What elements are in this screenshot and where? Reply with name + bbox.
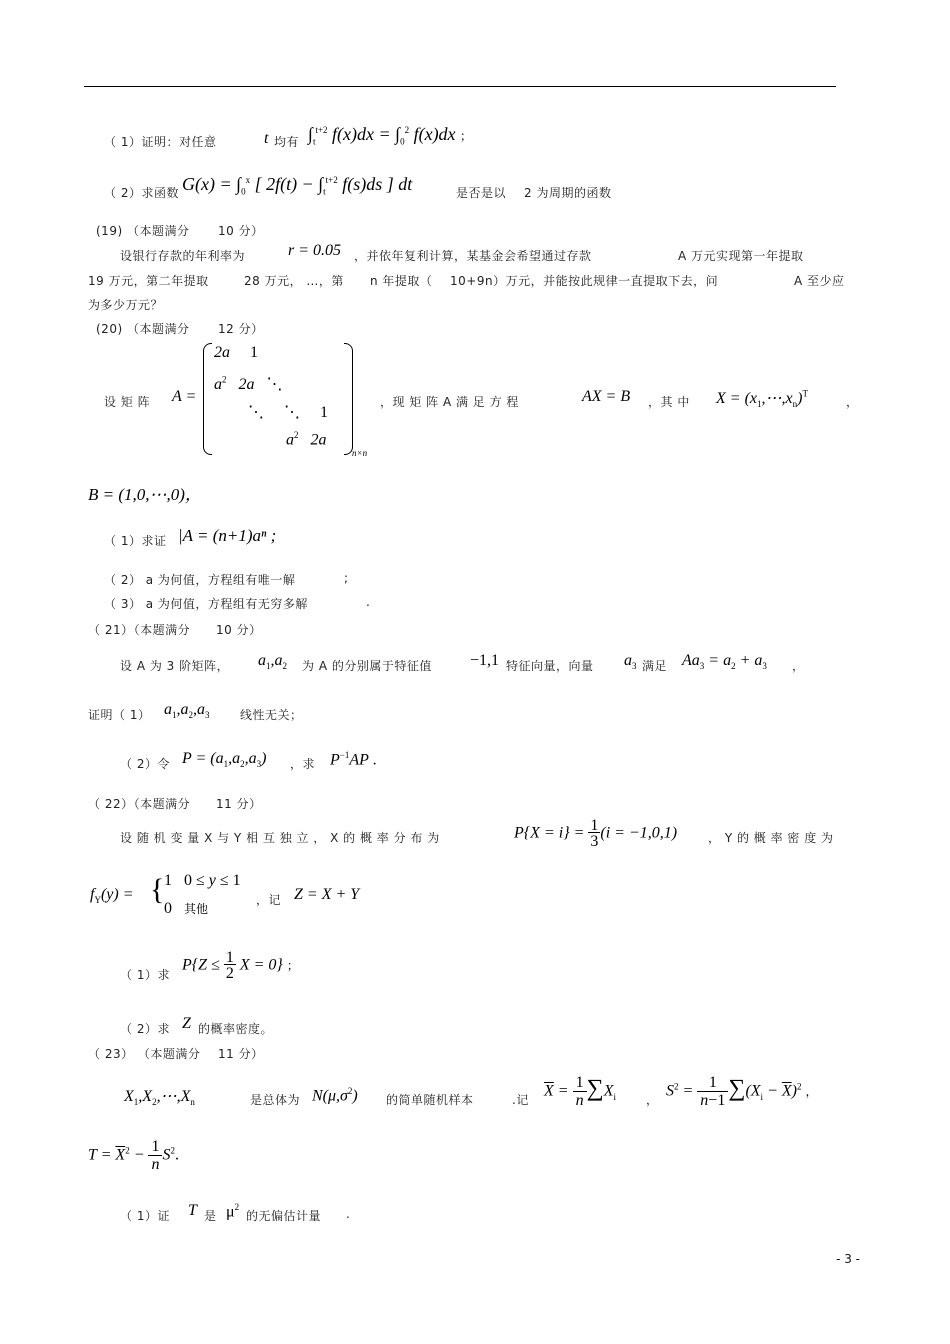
q22-part2: （ 2）求 xyxy=(120,1022,170,1036)
q22-heading: （ 22）（本题满分 xyxy=(88,797,191,811)
equation-AXB: AX = B xyxy=(582,388,631,405)
q22-score: 11 分） xyxy=(216,797,262,811)
q20-part1: （ 1）求证 xyxy=(104,534,167,548)
q20-text-a: 设 矩 阵 xyxy=(104,395,151,409)
var-T: T xyxy=(188,1202,197,1219)
q23-text-d: ， xyxy=(646,1093,659,1107)
q23-score: 11 分） xyxy=(218,1047,264,1061)
formula-Xbar: $\overline{X} = 1$ n $\sum X_i$ xyxy=(544,1074,616,1109)
matrix-row4: $a^2$ 2a xyxy=(286,430,327,449)
density-brace: { xyxy=(150,873,165,906)
matrix-row3: ⋱ ⋱ 1 xyxy=(248,404,328,421)
q19-text-e: 28 万元， …，第 xyxy=(244,274,344,288)
q19-rate: r = 0.05 xyxy=(288,242,342,259)
q23-text-b: 的简单随机样本 xyxy=(386,1093,474,1107)
vector-a3: $a_3$ xyxy=(624,652,637,672)
q19-text-i: A 至少应 xyxy=(794,274,845,288)
q19-text-a: 设银行存款的年利率为 xyxy=(120,249,246,263)
density-case1: 1 0 ≤ y ≤ 1 xyxy=(164,872,241,889)
formula-PX: P{X = i} = 1 3 (i = −1,0,1) xyxy=(514,817,678,850)
q20-score: 12 分） xyxy=(218,322,264,336)
q21-part2-b: ，求 xyxy=(290,757,316,771)
matrix-size: n×n xyxy=(352,448,368,458)
formula-detA: |A = (n+1)aⁿ ; xyxy=(178,526,277,545)
q23-part1-c: 的无偏估计量 xyxy=(246,1209,322,1223)
q22-text-b: ， Y 的 概 率 密 度 为 xyxy=(708,831,834,845)
q22-text-a: 设 随 机 变 量 X 与 Y 相 互 独 立 ， X 的 概 率 分 布 为 xyxy=(120,831,440,845)
q23-part1-d: . xyxy=(346,1207,351,1221)
q19-text-g: 10+9n）万元，并能按此规律一直提取下去，问 xyxy=(450,274,719,288)
normal-dist: $N(\mu,\sigma^2)$ xyxy=(312,1086,358,1105)
q19-text-b: ，并依年复利计算，某基金会希望通过存款 xyxy=(354,249,592,263)
matrix-left-paren xyxy=(203,343,212,455)
formula-S2: $S^2 = 1$ n−1 $\sum(X_i - \overline{X})^2$ ， xyxy=(666,1074,818,1109)
vectors-a1-a2-a3: $a_1,a_2,a_3$ xyxy=(164,701,210,721)
q20-text-d: ， xyxy=(846,395,859,409)
q22-text-c: ，记 xyxy=(256,893,282,907)
matrix-right-paren xyxy=(344,343,353,455)
q21-text-f: ， xyxy=(792,659,805,673)
q21-part1-b: 线性无关； xyxy=(240,708,303,722)
part1-label-b: 均有 xyxy=(274,135,300,149)
q21-text-d: 特征向量，向量 xyxy=(506,659,594,673)
vector-X: $X = (x_1,\cdots,x_n)^T$ xyxy=(716,388,808,410)
sample-X: $X_1,X_2,\cdots,X_n$ xyxy=(124,1088,195,1108)
q22-part2-b: 的概率密度。 xyxy=(198,1022,274,1036)
part2-label-b: 是否是以 xyxy=(456,186,507,200)
q23-text-a: 是总体为 xyxy=(250,1093,301,1107)
matrix-A-label: A = xyxy=(172,388,197,405)
formula-P: $P = (a_1,a_2,a_3)$ xyxy=(182,750,267,770)
part1-label: （ 1）证明：对任意 xyxy=(104,135,217,149)
math-var-t: t xyxy=(264,130,269,147)
q20-text-b: ，现 矩 阵 A 满 足 方 程 xyxy=(380,395,519,409)
formula-PZ: P{Z ≤ 1 2 X = 0} ； xyxy=(182,949,299,982)
var-Z: Z xyxy=(182,1015,191,1032)
q20-part2-end: ; xyxy=(344,571,349,585)
q21-text-b: 为 A 的分别属于特征值 xyxy=(302,659,432,673)
vector-B: B = (1,0,⋯,0)， xyxy=(88,485,202,504)
q21-part1: 证明（ 1） xyxy=(88,708,151,722)
q19-score: 10 分） xyxy=(218,224,264,238)
q19-text-f: n 年提取（ xyxy=(370,274,433,288)
page-number: - 3 - xyxy=(836,1252,860,1266)
part2-label: （ 2）求函数 xyxy=(104,186,179,200)
q19-text-d: 19 万元，第二年提取 xyxy=(88,274,209,288)
q20-part3: （ 3） a 为何值，方程组有无穷多解 xyxy=(104,597,308,611)
q21-text-a: 设 A 为 3 阶矩阵， xyxy=(120,659,230,673)
q21-eigenvalues: −1,1 xyxy=(470,652,500,669)
density-fY-label: $f_Y(y)$ = xyxy=(90,886,134,906)
q20-text-c: ，其 中 xyxy=(648,395,690,409)
vectors-a1-a2: $a_1,a_2$ xyxy=(258,652,287,672)
matrix-row1: 2a 1 xyxy=(214,344,258,361)
header-rule xyxy=(84,86,836,87)
q23-text-c: .记 xyxy=(512,1093,529,1107)
q21-part2: （ 2）令 xyxy=(120,757,170,771)
formula-integral-equality: $\int_t^{t+2}$ $f(x)dx = \int_0^2$ f(x)dx ； xyxy=(308,124,473,147)
q20-part2: （ 2） a 为何值，方程组有唯一解 xyxy=(104,573,296,587)
formula-G: $G(x) = \int_0^x$ [ $2f(t) - \int_t^{t+2}$ f(s)ds ] dt xyxy=(182,174,413,197)
q23-heading: （ 23） （本题满分 xyxy=(88,1047,201,1061)
q21-heading: （ 21）（本题满分 xyxy=(88,623,191,637)
matrix-row2: $a^2$ 2a ⋱ xyxy=(214,374,283,393)
q20-part3-end: . xyxy=(366,595,371,609)
density-case2: 0 其他 xyxy=(164,900,209,917)
formula-T: $T = \overline{X}^2 - 1$ $nS^2$. xyxy=(88,1138,179,1173)
q22-part1: （ 1）求 xyxy=(120,968,170,982)
formula-Aa3: $Aa_3 = a_2 + a_3$ xyxy=(682,652,767,672)
q20-heading: (20) （本题满分 xyxy=(96,322,190,336)
formula-PinvAP: $P^{-1}AP$ . xyxy=(330,750,377,769)
q21-text-e: 满足 xyxy=(642,659,668,673)
q19-text-j: 为多少万元？ xyxy=(88,298,164,312)
part2-label-c: 2 为周期的函数 xyxy=(524,186,612,200)
mu-squared: $\mu^2$ xyxy=(226,1202,240,1221)
q21-score: 10 分） xyxy=(216,623,262,637)
q23-part1: （ 1）证 xyxy=(120,1209,170,1223)
q22-Z-def: Z = X + Y xyxy=(294,886,360,903)
q23-part1-b: 是 xyxy=(204,1209,217,1223)
q19-text-c: A 万元实现第一年提取 xyxy=(678,249,804,263)
q19-heading: (19) （本题满分 xyxy=(96,224,190,238)
